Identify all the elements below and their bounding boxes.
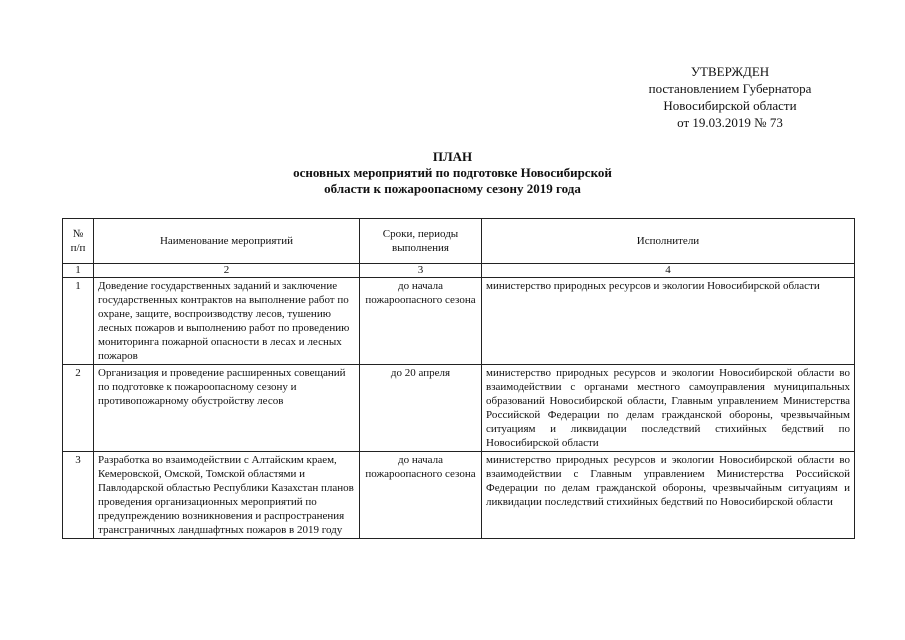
row-name: Организация и проведение расширенных совещаний по подготовке к пожароопасному сезону и противопожарному обустройству лесов <box>94 365 360 452</box>
row-name: Разработка во взаимодействии с Алтайским краем, Кемеровской, Омской, Томской областями и Павлодарской областью Республики Казахстан планов проведения организационных мероприятий по предупреждению возникновения и распространения трансграничных ландшафтных пожаров в 2019 году <box>94 452 360 539</box>
table-row <box>63 452 855 539</box>
title-line-3: области к пожароопасному сезону 2019 года <box>324 181 581 196</box>
column-number: 2 <box>94 264 360 278</box>
header-row <box>63 219 855 264</box>
approval-line-4: от 19.03.2019 № 73 <box>677 115 783 130</box>
row-exec: министерство природных ресурсов и экологии Новосибирской области <box>482 278 855 365</box>
row-exec: министерство природных ресурсов и экологии Новосибирской области во взаимодействии с органами местного самоуправления муниципальных образований Новосибирской области, Главным управлением Министерства Российской Федерации по делам гражданской обороны, чрезвычайным ситуациям и ликвидации последствий стихийных бедствий по Новосибирской области <box>482 365 855 452</box>
row-term: до начала пожароопасного сезона <box>360 278 482 365</box>
approval-line-1: УТВЕРЖДЕН <box>690 64 770 79</box>
header-exec: Исполнители <box>482 219 855 264</box>
header-term: Сроки, периоды выполнения <box>360 219 482 264</box>
column-number-row <box>63 264 855 278</box>
approval-block <box>620 63 840 131</box>
row-name: Доведение государственных заданий и заключение государственных контрактов на выполнение работ по охране, защите, воспроизводству лесов, тушению лесных пожаров и выполнению работ по проведению мониторинга пожарной опасности в лесах и лесных пожаров <box>94 278 360 365</box>
column-number: 1 <box>63 264 94 278</box>
approval-line-3: Новосибирской области <box>663 98 797 113</box>
row-num: 2 <box>63 365 94 452</box>
row-exec: министерство природных ресурсов и экологии Новосибирской области во взаимодействии с Главным управлением Министерства Российской Федерации по делам гражданской обороны, чрезвычайным ситуациям и ликвидации последствий стихийных бедствий по Новосибирской области <box>482 452 855 539</box>
row-num: 1 <box>63 278 94 365</box>
header-num: № п/п <box>63 219 94 264</box>
title-line-2: основных мероприятий по подготовке Новосибирской <box>293 165 612 180</box>
approval-line-2: постановлением Губернатора <box>648 81 812 96</box>
header-name: Наименование мероприятий <box>94 219 360 264</box>
row-term: до начала пожароопасного сезона <box>360 452 482 539</box>
plan-table <box>62 218 855 539</box>
column-number: 3 <box>360 264 482 278</box>
table-row <box>63 278 855 365</box>
document-title <box>180 149 725 197</box>
column-number: 4 <box>482 264 855 278</box>
row-num: 3 <box>63 452 94 539</box>
row-term: до 20 апреля <box>360 365 482 452</box>
title-line-1: ПЛАН <box>432 149 473 164</box>
table-row <box>63 365 855 452</box>
